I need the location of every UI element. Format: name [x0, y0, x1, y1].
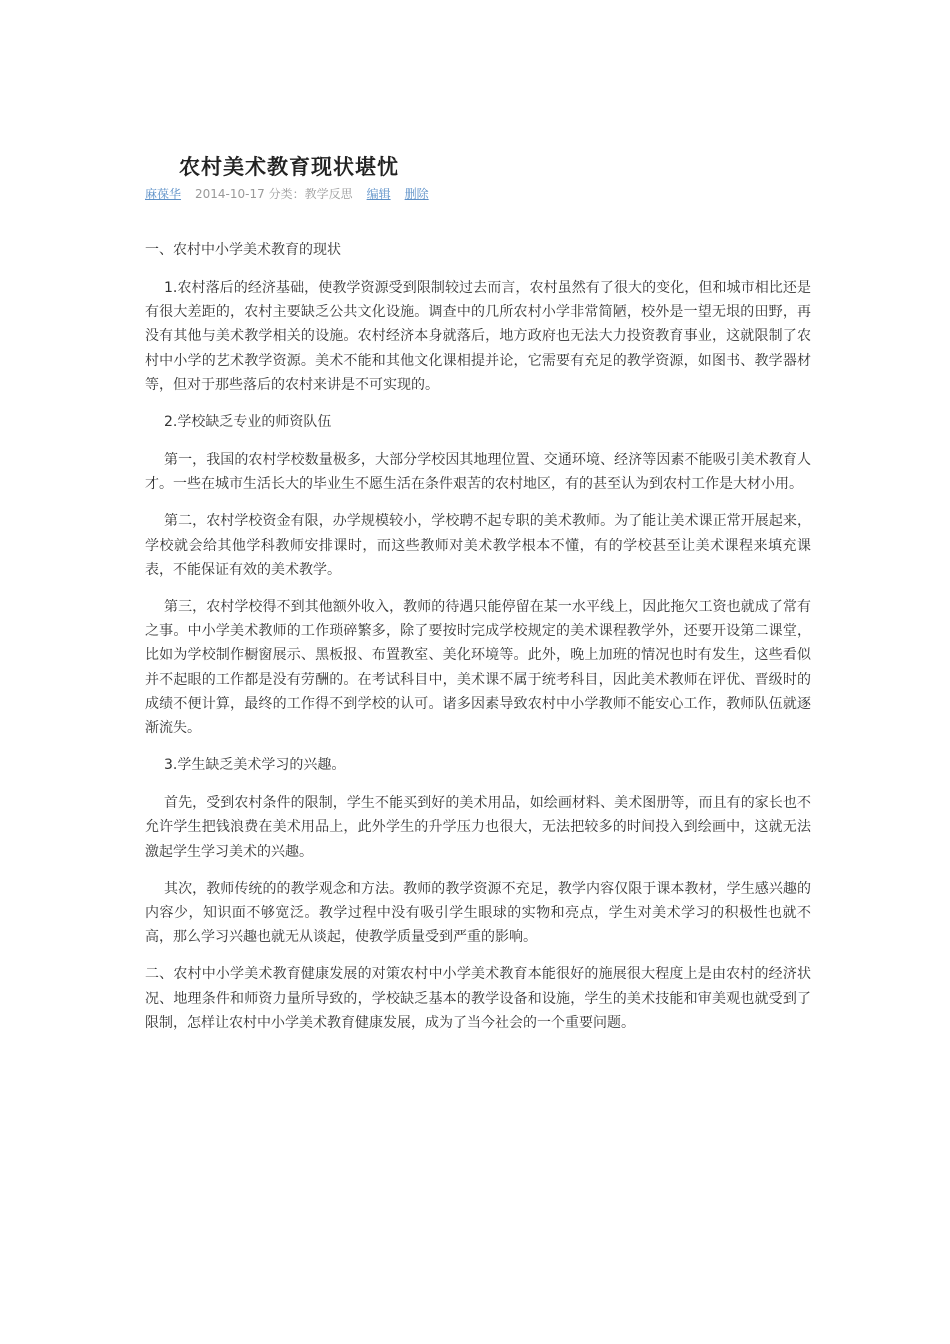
- subheading-3: 3.学生缺乏美术学习的兴趣。: [164, 757, 346, 774]
- paragraph-6: 其次，教师传统的的教学观念和方法。教师的教学资源不充足，教学内容仅限于课本教材，学生感兴趣的内容少，知识面不够宽泛。教学过程中没有吸引学生眼球的实物和亮点，学生对美术学习的积极性也就不高，那么学习兴趣也就无从谈起，使教学质量受到严重的影响。: [145, 880, 811, 946]
- subheading-2: 2.学校缺乏专业的师资队伍: [164, 414, 332, 431]
- edit-link[interactable]: 编辑: [366, 187, 391, 201]
- paragraph-2: 第一，我国的农村学校数量极多，大部分学校因其地理位置、交通环境、经济等因素不能吸引美术教育人才。一些在城市生活长大的毕业生不愿生活在条件艰苦的农村地区，有的甚至认为到农村工作是大材小用。: [145, 452, 811, 493]
- paragraph-3: 第二，农村学校资金有限，办学规模较小，学校聘不起专职的美术教师。为了能让美术课正常开展起来，学校就会给其他学科教师安排课时，而这些教师对美术教学根本不懂，有的学校甚至让美术课程来填充课表，不能保证有效的美术教学。: [145, 513, 811, 578]
- article: [145, 150, 811, 1035]
- article-date: 2014-10-17: [195, 187, 265, 201]
- article-meta: [145, 184, 811, 204]
- delete-link[interactable]: 删除: [404, 187, 429, 201]
- article-category: 分类：教学反思: [268, 187, 353, 201]
- author-link[interactable]: 麻葆华: [145, 187, 182, 201]
- article-title: 农村美术教育现状堪忧: [179, 155, 399, 179]
- section-heading-2-paragraph: 二、农村中小学美术教育健康发展的对策农村中小学美术教育本能很好的施展很大程度上是由农村的经济状况、地理条件和师资力量所导致的，学校缺乏基本的教学设备和设施，学生的美术技能和审美观也就受到了限制，怎样让农村中小学美术教育健康发展，成为了当今社会的一个重要问题。: [145, 966, 811, 1031]
- paragraph-1: 1.农村落后的经济基础，使教学资源受到限制较过去而言，农村虽然有了很大的变化，但和城市相比还是有很大差距的，农村主要缺乏公共文化设施。调查中的几所农村小学非常简陋，校外是一望无垠的田野，再没有其他与美术教学相关的设施。农村经济本身就落后，地方政府也无法大力投资教育事业，这就限制了农村中小学的艺术教学资源。美术不能和其他文化课相提并论，它需要有充足的教学资源，如图书、教学器材等，但对于那些落后的农村来讲是不可实现的。: [145, 280, 811, 393]
- section-heading-1: 一、农村中小学美术教育的现状: [145, 242, 341, 258]
- paragraph-4: 第三，农村学校得不到其他额外收入，教师的待遇只能停留在某一水平线上，因此拖欠工资也就成了常有之事。中小学美术教师的工作琐碎繁多，除了要按时完成学校规定的美术课程教学外，还要开设第二课堂，比如为学校制作橱窗展示、黑板报、布置教室、美化环境等。此外，晚上加班的情况也时有发生，这些看似并不起眼的工作都是没有劳酬的。在考试科目中，美术课不属于统考科目，因此美术教师在评优、晋级时的成绩不便计算，最终的工作得不到学校的认可。诸多因素导致农村中小学教师不能安心工作，教师队伍就逐渐流失。: [145, 599, 811, 737]
- paragraph-5: 首先，受到农村条件的限制，学生不能买到好的美术用品，如绘画材料、美术图册等，而且有的家长也不允许学生把钱浪费在美术用品上，此外学生的升学压力也很大，无法把较多的时间投入到绘画中，这就无法激起学生学习美术的兴趣。: [145, 795, 811, 860]
